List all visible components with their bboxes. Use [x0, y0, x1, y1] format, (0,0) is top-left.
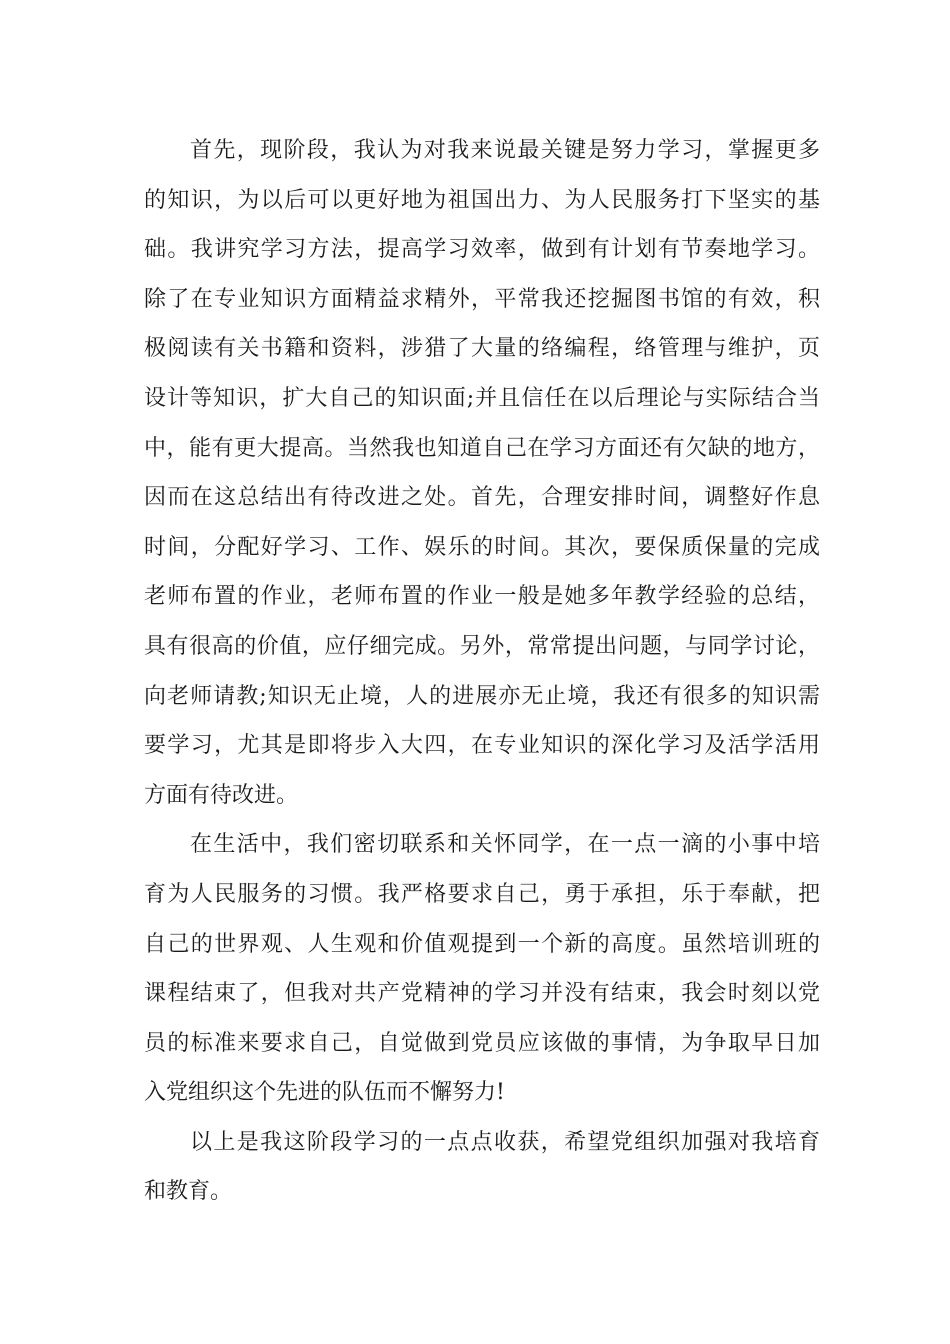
text-line: 具有很高的价值，应仔细完成。另外，常常提出问题，与同学讨论，	[144, 633, 820, 659]
text-line: 除了在专业知识方面精益求精外，平常我还挖掘图书馆的有效，积	[144, 286, 820, 312]
text-line: 设计等知识，扩大自己的知识面;并且信任在以后理论与实际结合当	[144, 385, 820, 411]
paragraph-conclusion	[144, 1118, 820, 1217]
text-line: 的知识，为以后可以更好地为祖国出力、为人民服务打下坚实的基	[144, 187, 820, 213]
text-line: 方面有待改进。	[144, 782, 299, 808]
text-line: 老师布置的作业，老师布置的作业一般是她多年教学经验的总结，	[144, 584, 820, 610]
text-line: 在生活中，我们密切联系和关怀同学，在一点一滴的小事中培	[190, 832, 820, 858]
text-line: 向老师请教;知识无止境，人的进展亦无止境，我还有很多的知识需	[144, 683, 820, 709]
document-body	[144, 126, 820, 1217]
text-line: 时间，分配好学习、工作、娱乐的时间。其次，要保质保量的完成	[144, 534, 820, 560]
text-line: 因而在这总结出有待改进之处。首先，合理安排时间，调整好作息	[144, 485, 820, 511]
text-line: 极阅读有关书籍和资料，涉猎了大量的络编程，络管理与维护，页	[144, 336, 820, 362]
text-line: 首先，现阶段，我认为对我来说最关键是努力学习，掌握更多	[190, 138, 820, 163]
text-line: 和教育。	[144, 1179, 233, 1205]
text-line: 育为人民服务的习惯。我严格要求自己，勇于承担，乐于奉献，把	[144, 881, 820, 907]
text-line: 以上是我这阶段学习的一点点收获，希望党组织加强对我培育	[190, 1129, 820, 1155]
text-line: 入党组织这个先进的队伍而不懈努力!	[144, 1080, 505, 1106]
text-line: 要学习，尤其是即将步入大四，在专业知识的深化学习及活学活用	[144, 733, 820, 759]
paragraph-study	[144, 126, 820, 820]
text-line: 中，能有更大提高。当然我也知道自己在学习方面还有欠缺的地方，	[144, 435, 820, 461]
text-line: 课程结束了，但我对共产党精神的学习并没有结束，我会时刻以党	[144, 981, 820, 1007]
text-line: 员的标准来要求自己，自觉做到党员应该做的事情，为争取早日加	[144, 1030, 820, 1056]
text-line: 础。我讲究学习方法，提高学习效率，做到有计划有节奏地学习。	[144, 237, 820, 263]
paragraph-life	[144, 820, 820, 1118]
text-line: 自己的世界观、人生观和价值观提到一个新的高度。虽然培训班的	[144, 931, 820, 957]
